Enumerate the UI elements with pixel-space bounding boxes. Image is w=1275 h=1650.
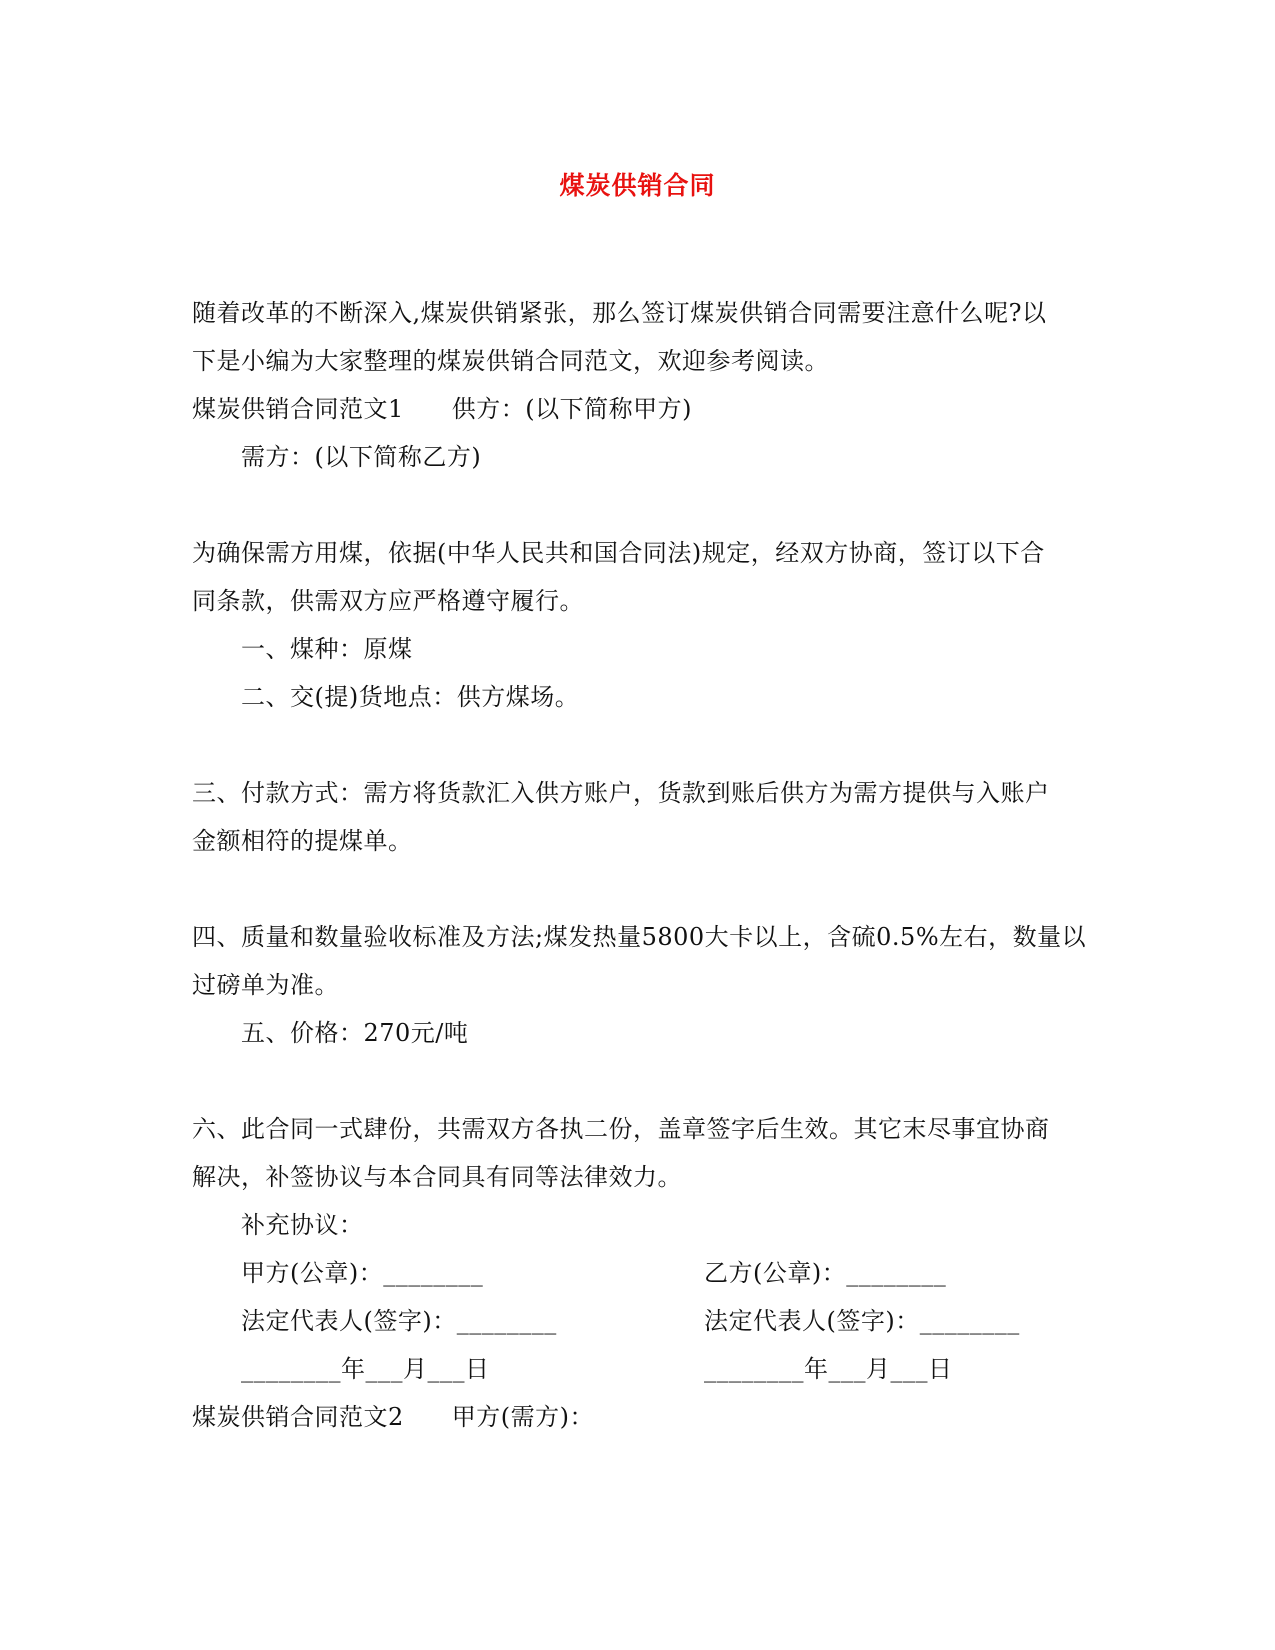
clause-6-line-1: 六、此合同一式肆份，共需双方各执二份，盖章签字后生效。其它末尽事宜协商 [192, 1115, 1050, 1143]
party-a-seal: 甲方(公章)：________ [241, 1259, 484, 1287]
sample1-supplier: 供方：(以下简称甲方) [451, 395, 693, 423]
sample1-heading-row [192, 393, 692, 425]
party-b-representative: 法定代表人(签字)：________ [704, 1307, 1020, 1335]
party-b-seal: 乙方(公章)：________ [704, 1259, 947, 1287]
clause-5: 五、价格：270元/吨 [241, 1019, 469, 1047]
sample2-heading-row [192, 1401, 594, 1433]
document-title: 煤炭供销合同 [559, 171, 716, 200]
party-a-date: ________年___月___日 [241, 1355, 490, 1383]
sample2-party-a: 甲方(需方)： [451, 1403, 595, 1431]
intro-line-1: 随着改革的不断深入,煤炭供销紧张，那么签订煤炭供销合同需要注意什么呢?以 [192, 299, 1047, 327]
clause-1: 一、煤种：原煤 [241, 635, 413, 663]
sample1-buyer: 需方：(以下简称乙方) [241, 443, 482, 471]
clause-3-line-2: 金额相符的提煤单。 [192, 827, 413, 855]
clause-4-line-1: 四、质量和数量验收标准及方法;煤发热量5800大卡以上，含硫0.5%左右，数量以 [192, 923, 1087, 951]
clause-4-line-2: 过磅单为准。 [192, 971, 339, 999]
sample1-heading: 煤炭供销合同范文1 [192, 395, 404, 423]
clause-6-line-2: 解决，补签协议与本合同具有同等法律效力。 [192, 1163, 682, 1191]
intro-line-2: 下是小编为大家整理的煤炭供销合同范文，欢迎参考阅读。 [192, 347, 829, 375]
supplement-heading: 补充协议： [241, 1211, 364, 1239]
party-b-date: ________年___月___日 [704, 1355, 953, 1383]
clause-2: 二、交(提)货地点：供方煤场。 [241, 683, 580, 711]
party-a-representative: 法定代表人(签字)：________ [241, 1307, 557, 1335]
sample2-heading: 煤炭供销合同范文2 [192, 1403, 404, 1431]
preamble-line-1: 为确保需方用煤，依据(中华人民共和国合同法)规定，经双方协商，签订以下合 [192, 539, 1045, 567]
preamble-line-2: 同条款，供需双方应严格遵守履行。 [192, 587, 584, 615]
clause-3-line-1: 三、付款方式：需方将货款汇入供方账户，货款到账后供方为需方提供与入账户 [192, 779, 1050, 807]
